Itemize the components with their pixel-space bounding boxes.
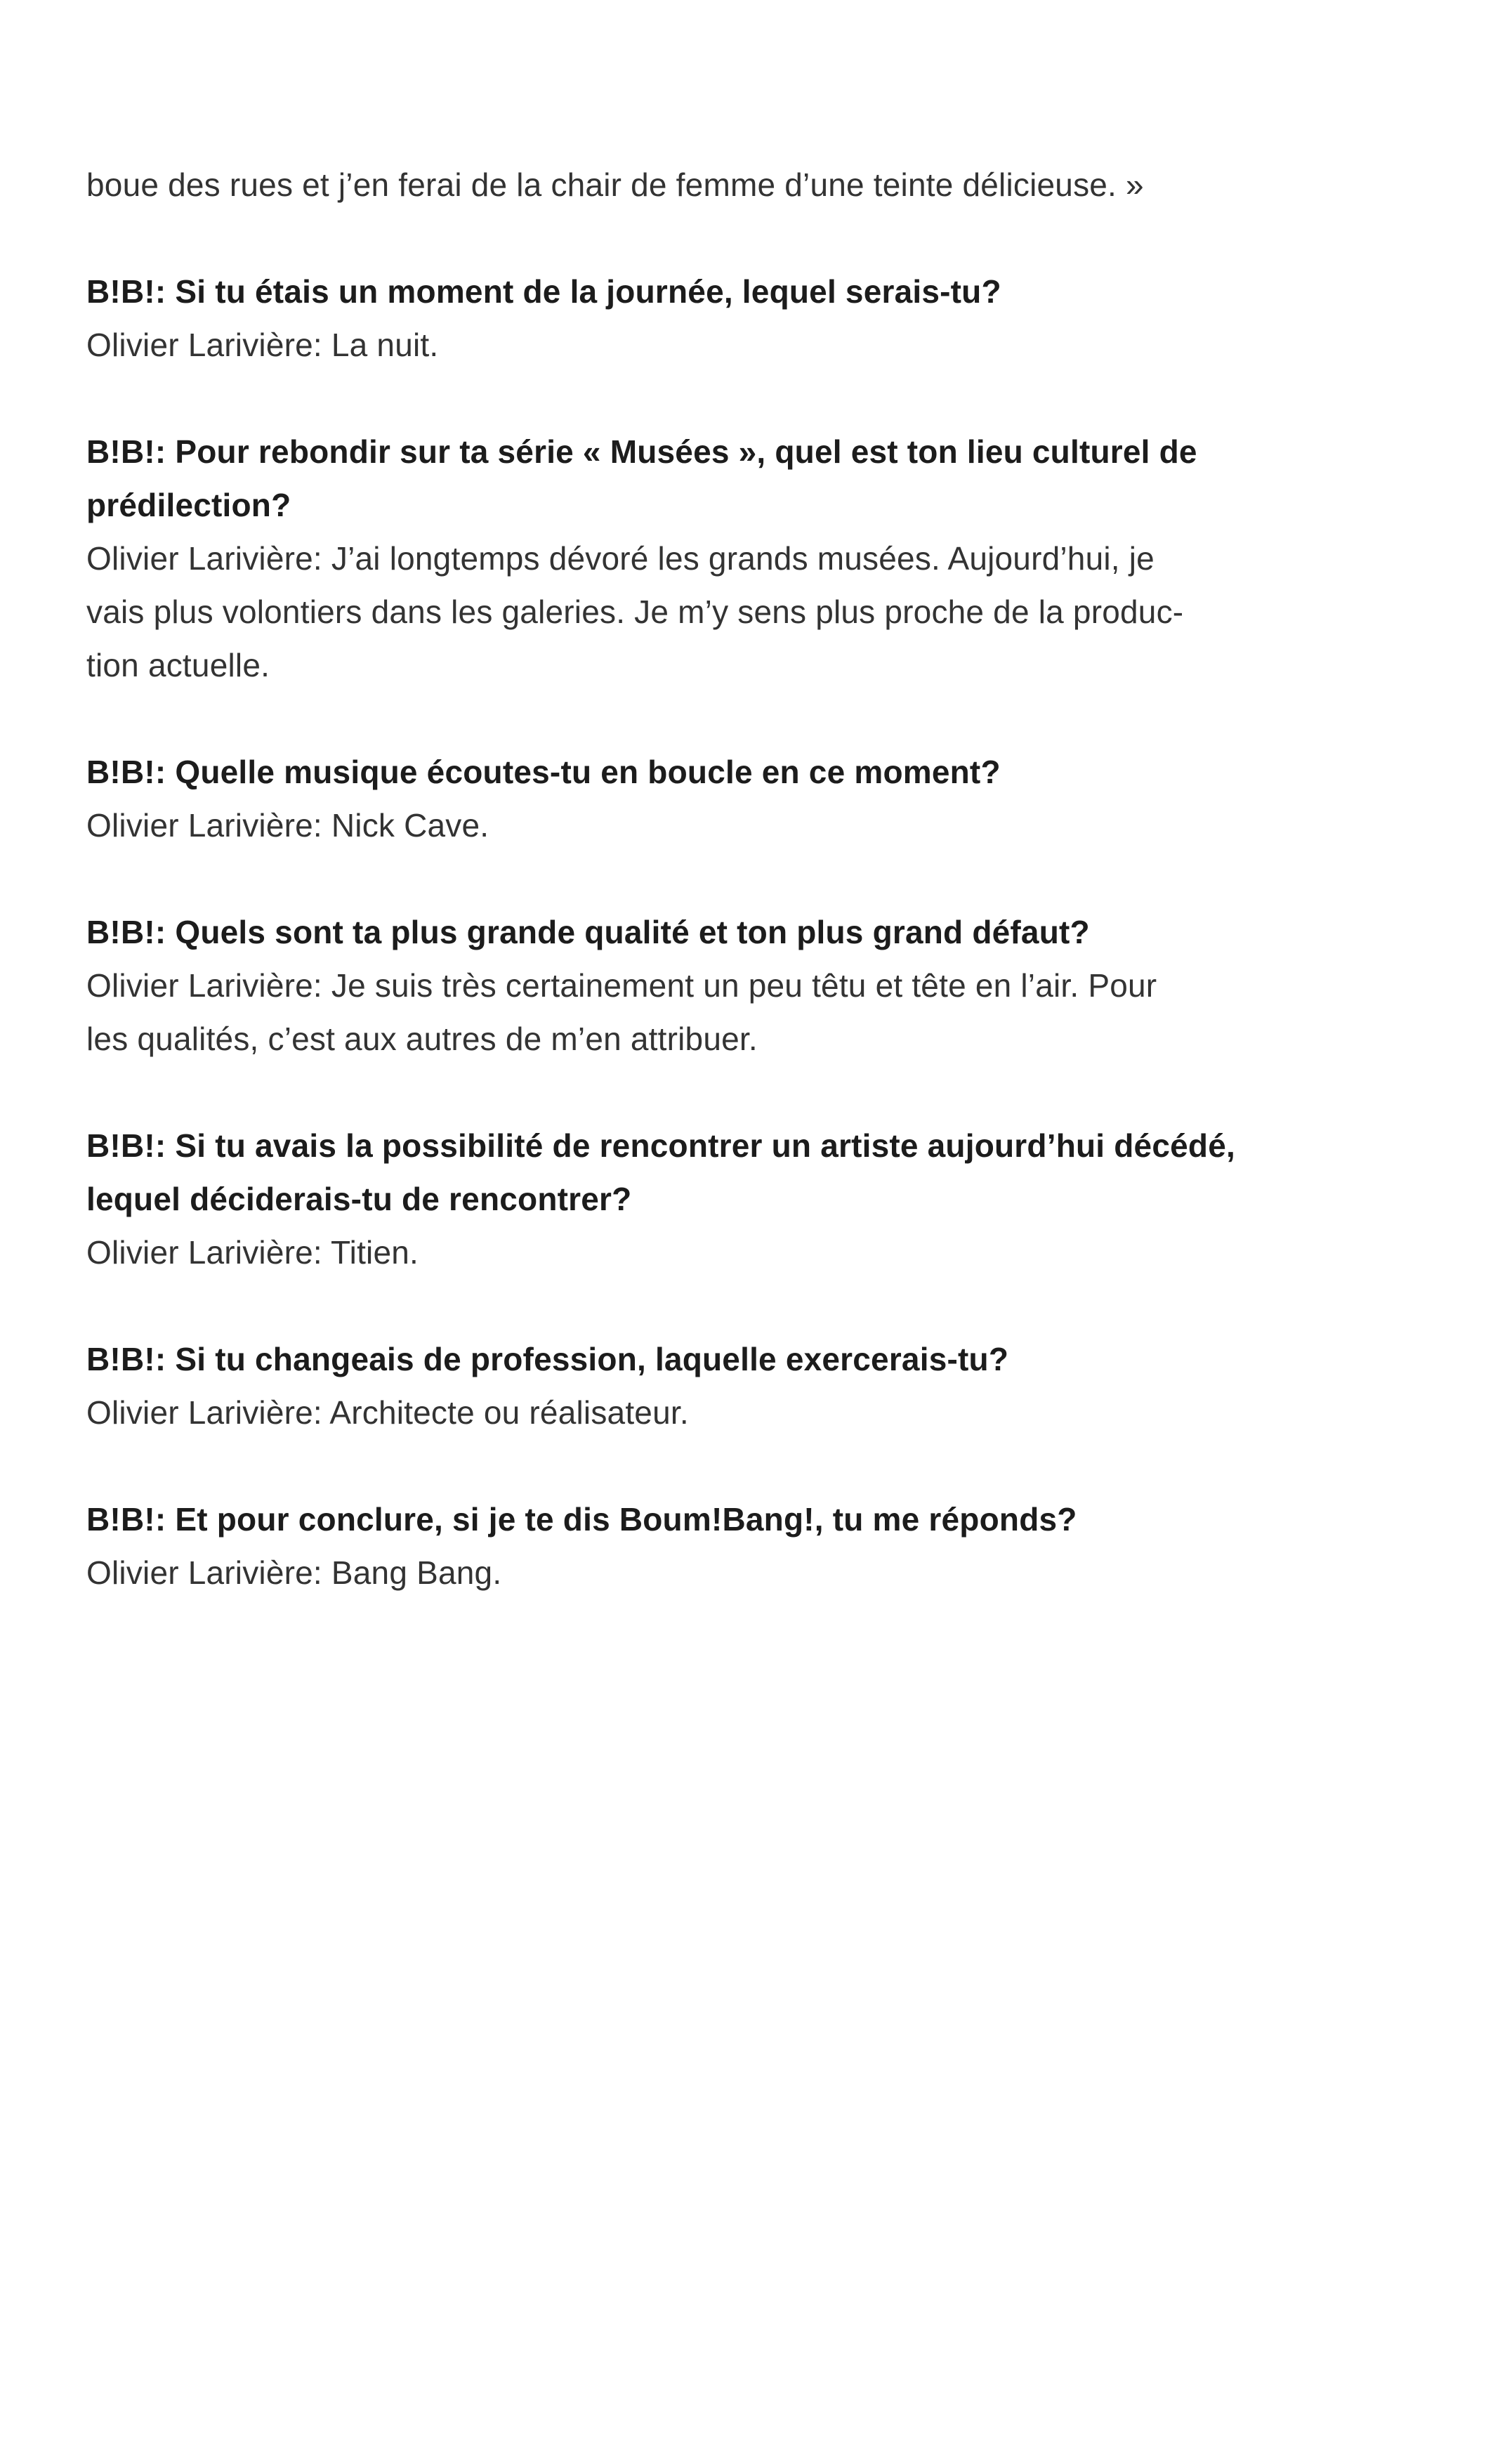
qa-block-5 xyxy=(86,1119,1414,1279)
qa-block-3 xyxy=(86,745,1414,852)
question-line: B!B!: Si tu avais la possibilité de rencontrer un artiste aujourd’hui décédé, xyxy=(86,1127,1235,1164)
answer-line: Olivier Larivière: Bang Bang. xyxy=(86,1554,502,1591)
answer-line: Olivier Larivière: Je suis très certainement un peu têtu et tête en l’air. Pour xyxy=(86,967,1157,1004)
answer-line: Olivier Larivière: Titien. xyxy=(86,1234,419,1271)
question-line: B!B!: Pour rebondir sur ta série « Musées », quel est ton lieu culturel de xyxy=(86,433,1197,470)
qa-block-4 xyxy=(86,905,1414,1066)
interview-page-content xyxy=(86,158,1414,1653)
question-line: B!B!: Si tu étais un moment de la journée, lequel serais-tu? xyxy=(86,273,1001,310)
quote-continuation-line: boue des rues et j’en ferai de la chair de femme d’une teinte délicieuse. » xyxy=(86,166,1144,203)
question-line: lequel déciderais-tu de rencontrer? xyxy=(86,1181,632,1217)
answer-line: vais plus volontiers dans les galeries. Je m’y sens plus proche de la produc- xyxy=(86,594,1184,630)
question-line: B!B!: Si tu changeais de profession, laquelle exercerais-tu? xyxy=(86,1341,1009,1377)
answer-line: Olivier Larivière: La nuit. xyxy=(86,327,439,363)
question-line: prédilection? xyxy=(86,487,291,523)
qa-block-6 xyxy=(86,1332,1414,1439)
answer-line: les qualités, c’est aux autres de m’en attribuer. xyxy=(86,1021,758,1057)
answer-line: tion actuelle. xyxy=(86,647,270,683)
answer-line: Olivier Larivière: Architecte ou réalisateur. xyxy=(86,1394,689,1431)
qa-block-1 xyxy=(86,265,1414,372)
quote-continuation-paragraph xyxy=(86,158,1414,211)
question-line: B!B!: Et pour conclure, si je te dis Boum!Bang!, tu me réponds? xyxy=(86,1501,1077,1538)
answer-line: Olivier Larivière: Nick Cave. xyxy=(86,807,489,844)
qa-block-7 xyxy=(86,1493,1414,1599)
qa-block-2 xyxy=(86,425,1414,692)
answer-line: Olivier Larivière: J’ai longtemps dévoré les grands musées. Aujourd’hui, je xyxy=(86,540,1155,577)
question-line: B!B!: Quels sont ta plus grande qualité et ton plus grand défaut? xyxy=(86,914,1090,950)
question-line: B!B!: Quelle musique écoutes-tu en boucle en ce moment? xyxy=(86,754,1001,790)
